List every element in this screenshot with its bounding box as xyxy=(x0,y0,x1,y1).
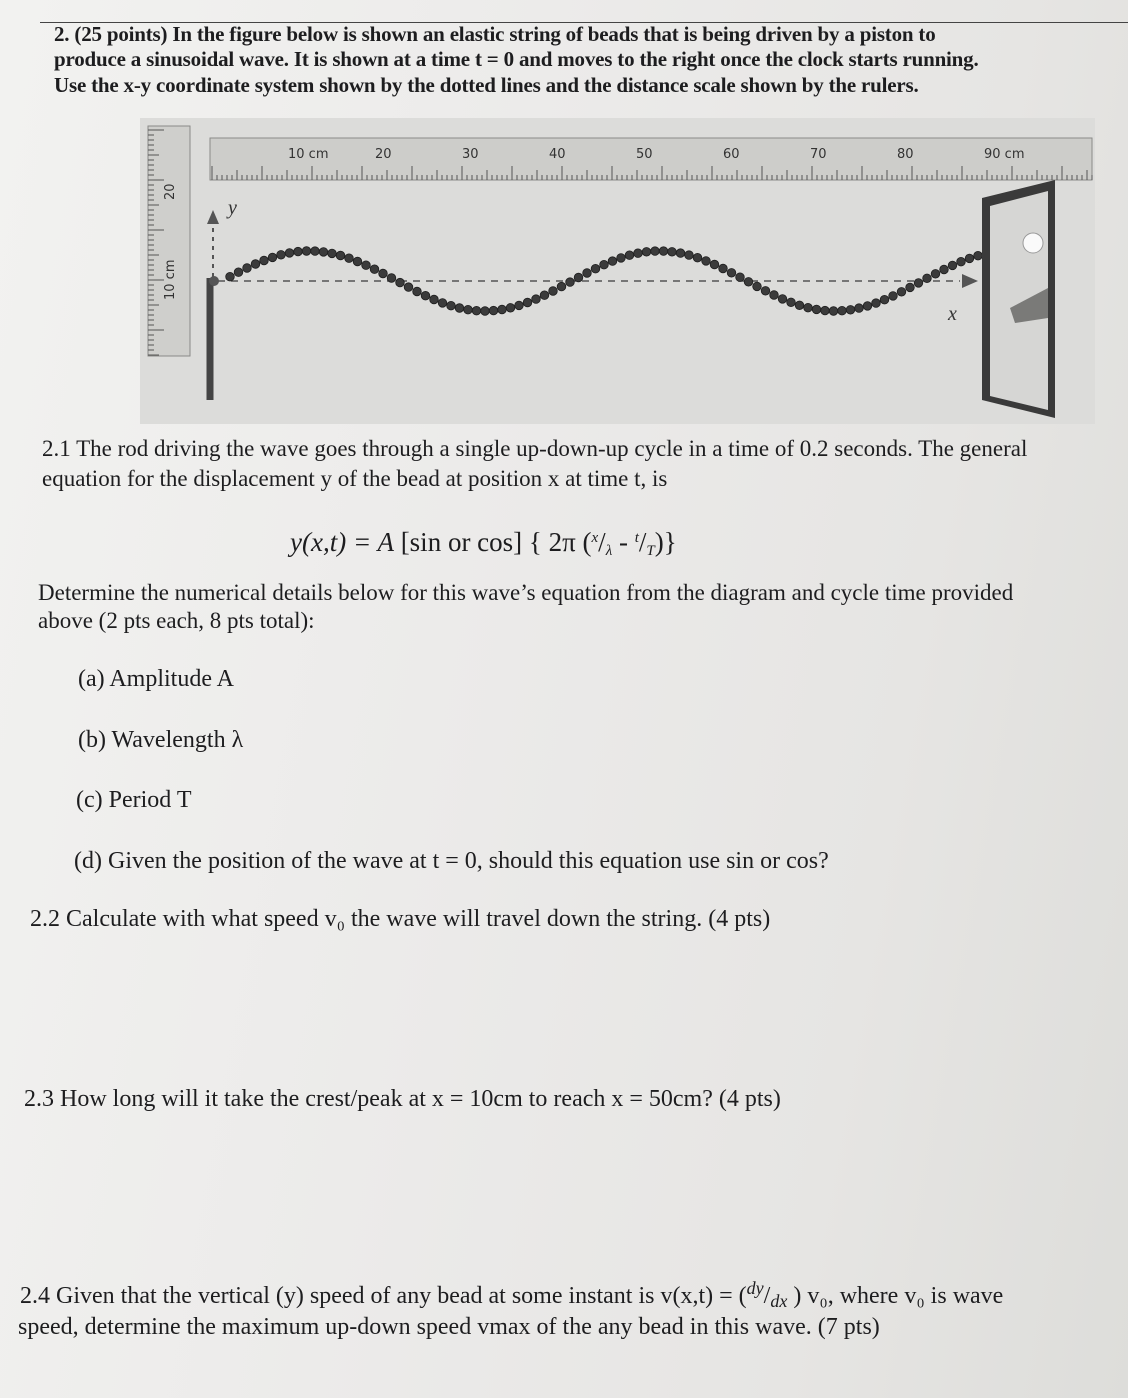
bead xyxy=(804,303,813,312)
bead xyxy=(642,248,651,257)
bead xyxy=(532,295,541,304)
bead xyxy=(693,253,702,262)
bead xyxy=(591,264,600,273)
bead xyxy=(846,306,855,315)
bead xyxy=(906,283,915,292)
bead xyxy=(821,306,830,315)
bead xyxy=(855,304,864,313)
bead xyxy=(787,298,796,307)
q2-1-a: (a) Amplitude A xyxy=(78,666,234,692)
bead xyxy=(302,247,311,256)
bead xyxy=(872,299,881,308)
bead xyxy=(243,264,252,273)
bead xyxy=(430,295,439,304)
top-ruler-label: 20 xyxy=(375,147,392,162)
bead xyxy=(710,260,719,269)
bead xyxy=(957,257,966,266)
bead xyxy=(336,251,345,260)
bead xyxy=(566,278,575,287)
bead xyxy=(413,287,422,296)
q2-1-instruction-1: Determine the numerical details below for this wave’s equation from the diagram and cycle time provided xyxy=(38,580,1014,605)
top-ruler-label: 80 xyxy=(897,147,914,162)
bead xyxy=(795,301,804,310)
bead xyxy=(600,260,609,269)
bead xyxy=(379,269,388,278)
bead xyxy=(557,282,566,291)
q2-4-dx: dx xyxy=(770,1291,788,1311)
bead xyxy=(974,251,983,260)
q2-1-c: (c) Period T xyxy=(76,787,192,813)
q2-4-line-2: speed, determine the maximum up-down speed vmax of the any bead in this wave. (7 pts) xyxy=(18,1314,880,1340)
bead xyxy=(353,257,362,266)
bead xyxy=(761,287,770,296)
bead xyxy=(370,265,379,274)
bead xyxy=(923,274,932,283)
bead xyxy=(625,251,634,260)
bead xyxy=(226,272,235,281)
bead xyxy=(702,257,711,266)
problem-line-2: produce a sinusoidal wave. It is shown at a time t = 0 and moves to the right once the clock starts running. xyxy=(54,47,979,71)
piston-light xyxy=(1023,233,1043,253)
bead xyxy=(838,306,847,315)
eq-x: x xyxy=(591,530,599,546)
eq-T: T xyxy=(646,543,655,559)
bead xyxy=(608,257,617,266)
q2-1-line-1: 2.1 The rod driving the wave goes through a single up-down-up cycle in a time of 0.2 seconds. The general xyxy=(42,436,1028,461)
bead xyxy=(515,301,524,310)
bead xyxy=(940,265,949,274)
bead xyxy=(489,306,498,315)
bead xyxy=(387,274,396,283)
q2-4-dy: dy xyxy=(746,1278,764,1298)
bead xyxy=(285,249,294,258)
q2-4-text-post: ) v₀, where v₀ is wave xyxy=(787,1283,1004,1309)
bead xyxy=(753,282,762,291)
bead xyxy=(931,270,940,279)
bead xyxy=(464,305,473,314)
bead xyxy=(472,306,481,315)
bead xyxy=(676,249,685,258)
top-ruler-label: 70 xyxy=(810,147,827,162)
wave-equation xyxy=(290,527,677,560)
bead xyxy=(668,248,677,257)
bead xyxy=(506,304,515,313)
left-ruler xyxy=(148,126,190,356)
bead xyxy=(583,269,592,278)
q2-1-b: (b) Wavelength λ xyxy=(78,727,244,753)
bead xyxy=(770,291,779,300)
q2-4-text-pre: 2.4 Given that the vertical (y) speed of any bead at some instant is v(x,t) = ( xyxy=(20,1283,747,1309)
bead xyxy=(812,305,821,314)
top-ruler-label: 40 xyxy=(549,147,566,162)
q2-4-line-1 xyxy=(20,1278,1003,1312)
bead xyxy=(481,307,490,316)
top-ruler-label: 10 cm xyxy=(288,147,329,162)
bead xyxy=(574,273,583,282)
top-ruler-label: 90 cm xyxy=(984,147,1025,162)
top-ruler-label: 50 xyxy=(636,147,653,162)
eq-minus: - xyxy=(612,527,635,557)
y-axis-label: y xyxy=(228,197,237,219)
bead xyxy=(455,304,464,313)
bead xyxy=(617,254,626,263)
bead xyxy=(260,256,269,265)
bead xyxy=(685,251,694,260)
problem-line-3: Use the x-y coordinate system shown by the dotted lines and the distance scale shown by the rulers. xyxy=(54,73,919,97)
bead xyxy=(438,299,447,308)
eq-slash-1: / xyxy=(598,527,606,557)
bead xyxy=(447,301,456,310)
q2-1-line-2: equation for the displacement y of the bead at position x at time t, is xyxy=(42,466,668,491)
bead xyxy=(651,247,660,256)
bead xyxy=(727,269,736,278)
bead xyxy=(319,248,328,257)
bead xyxy=(404,283,413,292)
q2-1-instruction-2: above (2 pts each, 8 pts total): xyxy=(38,608,315,633)
left-ruler-label-10: 10 cm xyxy=(163,259,178,300)
bead xyxy=(965,254,974,263)
equation-lhs: y(x,t) = xyxy=(290,527,378,557)
bead xyxy=(719,264,728,273)
q2-2: 2.2 Calculate with what speed v₀ the wave will travel down the string. (4 pts) xyxy=(30,906,771,932)
bead xyxy=(498,305,507,314)
top-ruler-label: 60 xyxy=(723,147,740,162)
q2-4-slash: / xyxy=(763,1283,771,1309)
bead xyxy=(736,273,745,282)
bead xyxy=(948,261,957,270)
bead xyxy=(880,295,889,304)
bead xyxy=(345,254,354,263)
bead xyxy=(863,302,872,311)
eq-t: t xyxy=(634,530,639,546)
bead xyxy=(897,288,906,297)
q2-3: 2.3 How long will it take the crest/peak at x = 10cm to reach x = 50cm? (4 pts) xyxy=(24,1086,781,1112)
q2-1-d: (d) Given the position of the wave at t = 0, should this equation use sin or cos? xyxy=(74,848,829,874)
bead xyxy=(251,260,260,269)
bead xyxy=(829,307,838,316)
bead xyxy=(362,261,371,270)
bead xyxy=(549,287,558,296)
bead xyxy=(234,268,243,277)
rod-end-bead xyxy=(209,276,219,286)
bead xyxy=(659,247,668,256)
problem-line-1: 2. (25 points) In the figure below is shown an elastic string of beads that is being driven by a piston to xyxy=(54,22,936,46)
top-ruler-label: 30 xyxy=(462,147,479,162)
bead xyxy=(634,249,643,258)
bead xyxy=(523,298,532,307)
eq-close: )} xyxy=(654,527,677,557)
bead-string-figure xyxy=(140,118,1095,424)
bead xyxy=(328,249,337,258)
bead xyxy=(396,278,405,287)
bead xyxy=(914,279,923,288)
eq-lambda: λ xyxy=(605,543,613,559)
bead xyxy=(294,247,303,256)
bead xyxy=(540,291,549,300)
bead xyxy=(889,292,898,301)
bead xyxy=(778,295,787,304)
equation-amplitude: A xyxy=(377,527,394,557)
bead xyxy=(421,291,430,300)
eq-slash-2: / xyxy=(638,527,647,557)
bead xyxy=(277,251,286,260)
bead xyxy=(268,253,277,262)
bead xyxy=(744,278,753,287)
equation-trig: [sin or cos] { 2π ( xyxy=(393,527,592,557)
left-ruler-label-20: 20 xyxy=(163,183,178,200)
x-axis-label: x xyxy=(948,303,957,325)
bead xyxy=(311,247,320,256)
